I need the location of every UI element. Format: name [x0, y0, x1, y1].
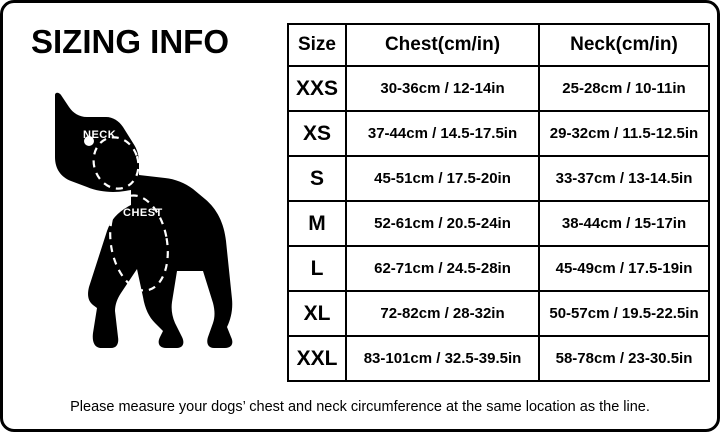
neck-label: NECK [83, 129, 117, 141]
measure-instructions: Please measure your dogs’ chest and neck circumference at the same location as the line. [70, 399, 650, 415]
table-row [288, 201, 709, 246]
chest-label: CHEST [123, 207, 163, 219]
cell-neck: 45-49cm / 17.5-19in [539, 246, 709, 291]
table-row [288, 156, 709, 201]
table-row [288, 66, 709, 111]
page-title: SIZING INFO [31, 23, 229, 60]
cell-size: XL [288, 291, 346, 336]
cell-chest: 83-101cm / 32.5-39.5in [346, 336, 539, 381]
cell-chest: 30-36cm / 12-14in [346, 66, 539, 111]
dog-diagram [27, 65, 277, 365]
cell-chest: 37-44cm / 14.5-17.5in [346, 111, 539, 156]
table-row [288, 336, 709, 381]
cell-size: M [288, 201, 346, 246]
cell-neck: 25-28cm / 10-11in [539, 66, 709, 111]
table-row [288, 246, 709, 291]
cell-neck: 38-44cm / 15-17in [539, 201, 709, 246]
column-header-size: Size [288, 24, 346, 66]
table-row [288, 111, 709, 156]
cell-chest: 45-51cm / 17.5-20in [346, 156, 539, 201]
cell-size: XXS [288, 66, 346, 111]
cell-neck: 58-78cm / 23-30.5in [539, 336, 709, 381]
cell-size: S [288, 156, 346, 201]
cell-size: XS [288, 111, 346, 156]
cell-size: L [288, 246, 346, 291]
cell-neck: 29-32cm / 11.5-12.5in [539, 111, 709, 156]
column-header-neck: Neck(cm/in) [539, 24, 709, 66]
sizing-table-column [283, 21, 710, 382]
column-header-chest: Chest(cm/in) [346, 24, 539, 66]
cell-neck: 33-37cm / 13-14.5in [539, 156, 709, 201]
cell-neck: 50-57cm / 19.5-22.5in [539, 291, 709, 336]
card-content [21, 21, 699, 377]
cell-chest: 52-61cm / 20.5-24in [346, 201, 539, 246]
diagram-column [21, 21, 283, 377]
cell-chest: 72-82cm / 28-32in [346, 291, 539, 336]
cell-chest: 62-71cm / 24.5-28in [346, 246, 539, 291]
table-header-row [288, 24, 709, 66]
sizing-table [287, 23, 710, 382]
cell-size: XXL [288, 336, 346, 381]
table-row [288, 291, 709, 336]
